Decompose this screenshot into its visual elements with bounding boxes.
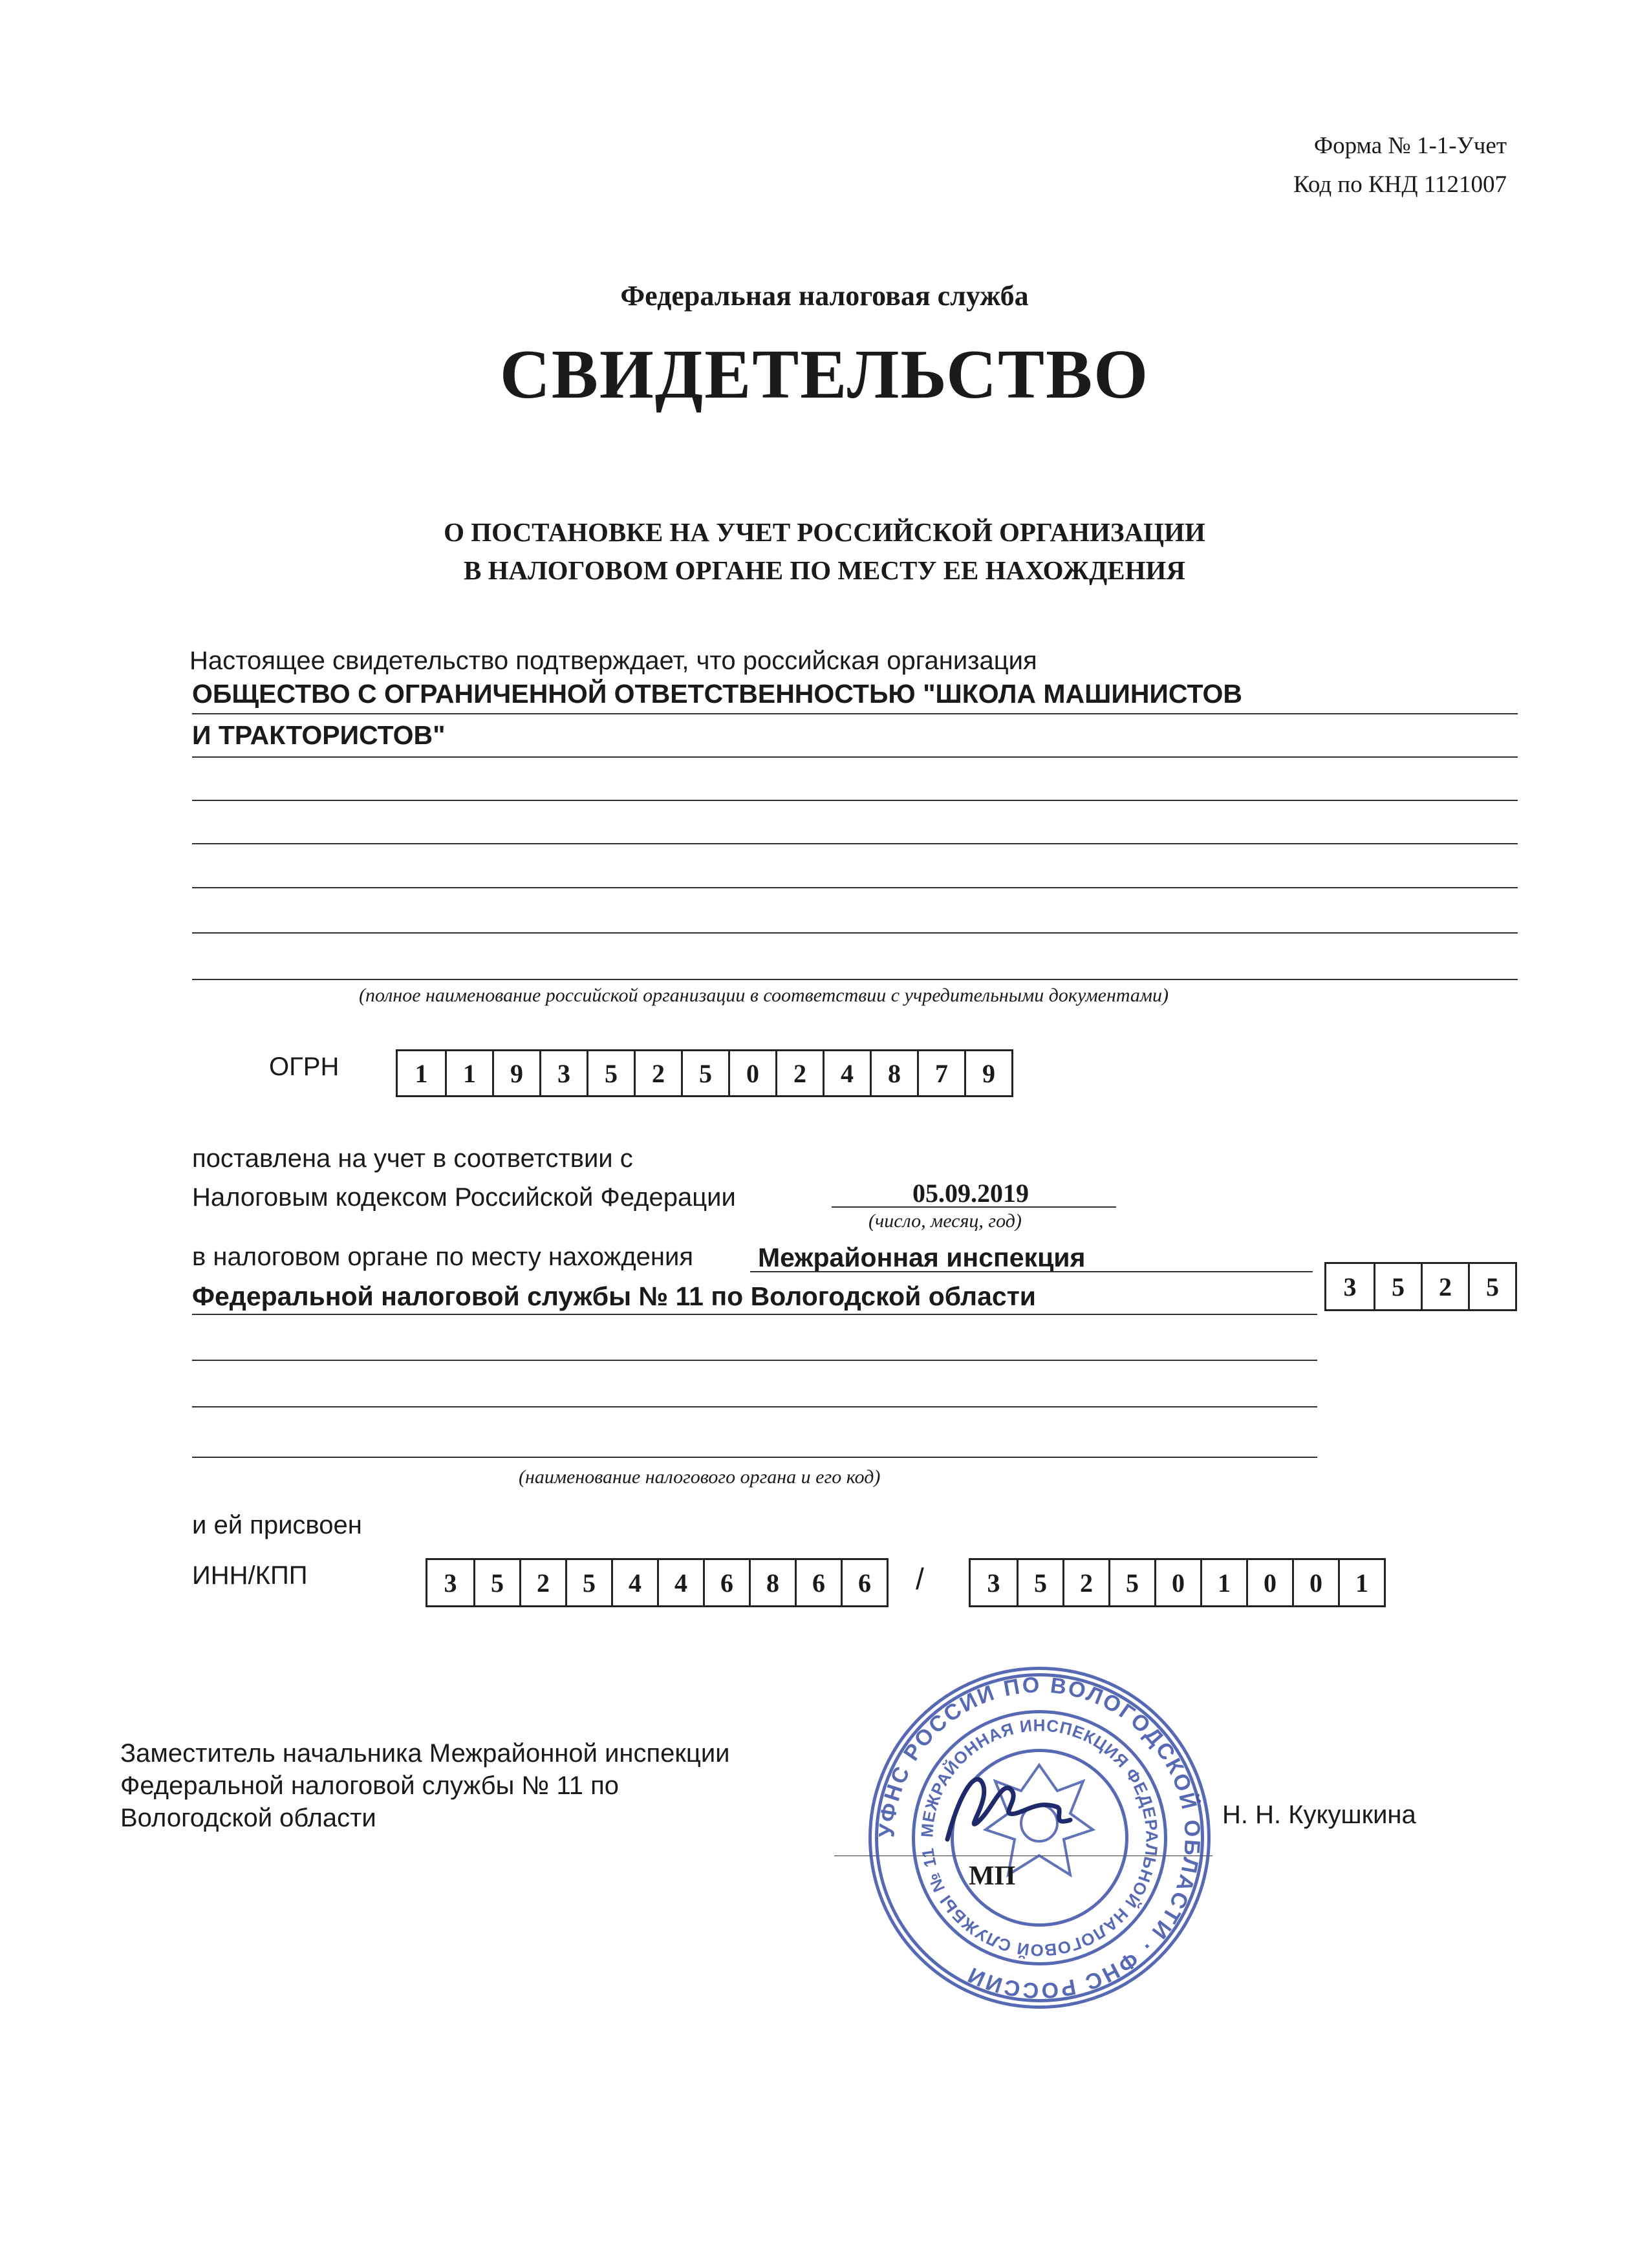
- authority-line-2: Федеральной налоговой службы № 11 по Вологодской области: [192, 1281, 1036, 1311]
- digit-cell: 9: [492, 1051, 539, 1095]
- digit-cell: 3: [444, 1568, 457, 1598]
- date-caption: (число, месяц, год): [868, 1210, 1022, 1232]
- eagle-emblem-icon: [986, 1765, 1093, 1875]
- digit-cell: 5: [473, 1560, 519, 1605]
- digit-cell: 1: [445, 1051, 492, 1095]
- authority-rule-1: [750, 1271, 1313, 1272]
- signer-name: Н. Н. Кукушкина: [1222, 1801, 1416, 1829]
- org-name-rule-1: [192, 713, 1518, 714]
- authority-intro: в налоговом органе по месту нахождения: [192, 1243, 694, 1271]
- digit-cell: 3: [539, 1051, 587, 1095]
- org-name-caption: (полное наименование российской организации в соответствии с учредительными документами): [359, 985, 1169, 1006]
- digit-cell: 5: [1468, 1264, 1515, 1309]
- digit-cell: 2: [775, 1051, 823, 1095]
- digit-cell: 9: [964, 1051, 1011, 1095]
- org-name-rule-3: [192, 800, 1518, 801]
- issuer-name: Федеральная налоговая служба: [620, 280, 1029, 312]
- knd-code: Код по КНД 1121007: [1293, 171, 1507, 198]
- subtitle-line-1: О ПОСТАНОВКЕ НА УЧЕТ РОССИЙСКОЙ ОРГАНИЗАЦИИ: [444, 517, 1205, 547]
- org-name-line-1: ОБЩЕСТВО С ОГРАНИЧЕННОЙ ОТВЕТСТВЕННОСТЬЮ "ШКОЛА МАШИНИСТОВ: [192, 679, 1243, 709]
- digit-cell: 3: [1343, 1272, 1357, 1301]
- authority-line-1: Межрайонная инспекция: [758, 1243, 1086, 1272]
- registration-date: 05.09.2019: [912, 1179, 1029, 1208]
- date-rule: [832, 1206, 1116, 1208]
- digit-cell: 6: [703, 1560, 749, 1605]
- digit-cell: 1: [1338, 1560, 1384, 1605]
- digit-cell: 2: [1421, 1264, 1468, 1309]
- subtitle-line-2: В НАЛОГОВОМ ОРГАНЕ ПО МЕСТУ ЕЕ НАХОЖДЕНИЯ: [463, 555, 1186, 585]
- official-stamp: [863, 1662, 1216, 2014]
- ogrn-label: ОГРН: [269, 1053, 339, 1081]
- digit-cell: 1: [1200, 1560, 1246, 1605]
- stamp-inner-text: МЕЖРАЙОННАЯ ИНСПЕКЦИЯ ФЕДЕРАЛЬНОЙ НАЛОГОВОЙ СЛУЖБЫ № 11: [917, 1715, 1162, 1960]
- org-name-rule-5: [192, 887, 1518, 888]
- digit-cell: 5: [565, 1560, 611, 1605]
- seal-place-label: МП: [969, 1861, 1016, 1891]
- digit-cell: 8: [870, 1051, 917, 1095]
- org-name-line-2: И ТРАКТОРИСТОВ": [192, 720, 446, 750]
- inn-kpp-label: ИНН/КПП: [192, 1561, 308, 1590]
- digit-cell: 2: [1062, 1560, 1108, 1605]
- kpp-boxes: [969, 1558, 1386, 1607]
- org-name-rule-7: [192, 979, 1518, 980]
- org-name-rule-6: [192, 932, 1518, 934]
- signer-position-line-1: Заместитель начальника Межрайонной инспекции: [120, 1739, 730, 1768]
- digit-cell: 4: [611, 1560, 657, 1605]
- document-subtitle: [0, 513, 1649, 590]
- authority-code-boxes: [1324, 1262, 1517, 1311]
- digit-cell: 4: [657, 1560, 703, 1605]
- digit-cell: 2: [519, 1560, 565, 1605]
- authority-rule-4: [192, 1406, 1317, 1407]
- assigned-text: и ей присвоен: [192, 1511, 362, 1539]
- inn-boxes: [426, 1558, 889, 1607]
- inn-kpp-separator: /: [916, 1562, 924, 1596]
- digit-cell: 5: [1017, 1560, 1062, 1605]
- digit-cell: 0: [1154, 1560, 1200, 1605]
- signer-position-line-2: Федеральной налоговой службы № 11 по: [120, 1771, 619, 1800]
- digit-cell: 4: [823, 1051, 870, 1095]
- digit-cell: 8: [749, 1560, 795, 1605]
- digit-cell: 0: [728, 1051, 775, 1095]
- digit-cell: 5: [681, 1051, 728, 1095]
- digit-cell: 0: [1246, 1560, 1292, 1605]
- digit-cell: 5: [1108, 1560, 1154, 1605]
- form-number: Форма № 1-1-Учет: [1313, 133, 1507, 159]
- org-name-rule-2: [192, 756, 1518, 758]
- ogrn-boxes: [396, 1049, 1013, 1097]
- authority-rule-3: [192, 1360, 1317, 1361]
- digit-cell: 2: [634, 1051, 681, 1095]
- digit-cell: 0: [1292, 1560, 1338, 1605]
- signer-position-line-3: Вологодской области: [120, 1804, 376, 1832]
- digit-cell: 6: [841, 1560, 887, 1605]
- document-title: СВИДЕТЕЛЬСТВО: [499, 336, 1150, 413]
- digit-cell: 3: [987, 1568, 1000, 1598]
- authority-caption: (наименование налогового органа и его код): [519, 1466, 881, 1488]
- digit-cell: 5: [1374, 1264, 1421, 1309]
- digit-cell: 1: [415, 1058, 428, 1088]
- digit-cell: 7: [917, 1051, 964, 1095]
- registered-line-1: поставлена на учет в соответствии с: [192, 1144, 633, 1173]
- digit-cell: 5: [587, 1051, 634, 1095]
- intro-text: Настоящее свидетельство подтверждает, что российская организация: [189, 647, 1037, 675]
- stamp-outer-text: УФНС РОССИИ ПО ВОЛОГОДСКОЙ ОБЛАСТИ · ФНС РОССИИ: [874, 1673, 1205, 2003]
- authority-rule-2: [192, 1314, 1317, 1315]
- org-name-rule-4: [192, 843, 1518, 844]
- digit-cell: 6: [795, 1560, 841, 1605]
- form-meta: [1293, 127, 1507, 204]
- authority-rule-5: [192, 1457, 1317, 1458]
- registered-line-2: Налоговым кодексом Российской Федерации: [192, 1183, 736, 1212]
